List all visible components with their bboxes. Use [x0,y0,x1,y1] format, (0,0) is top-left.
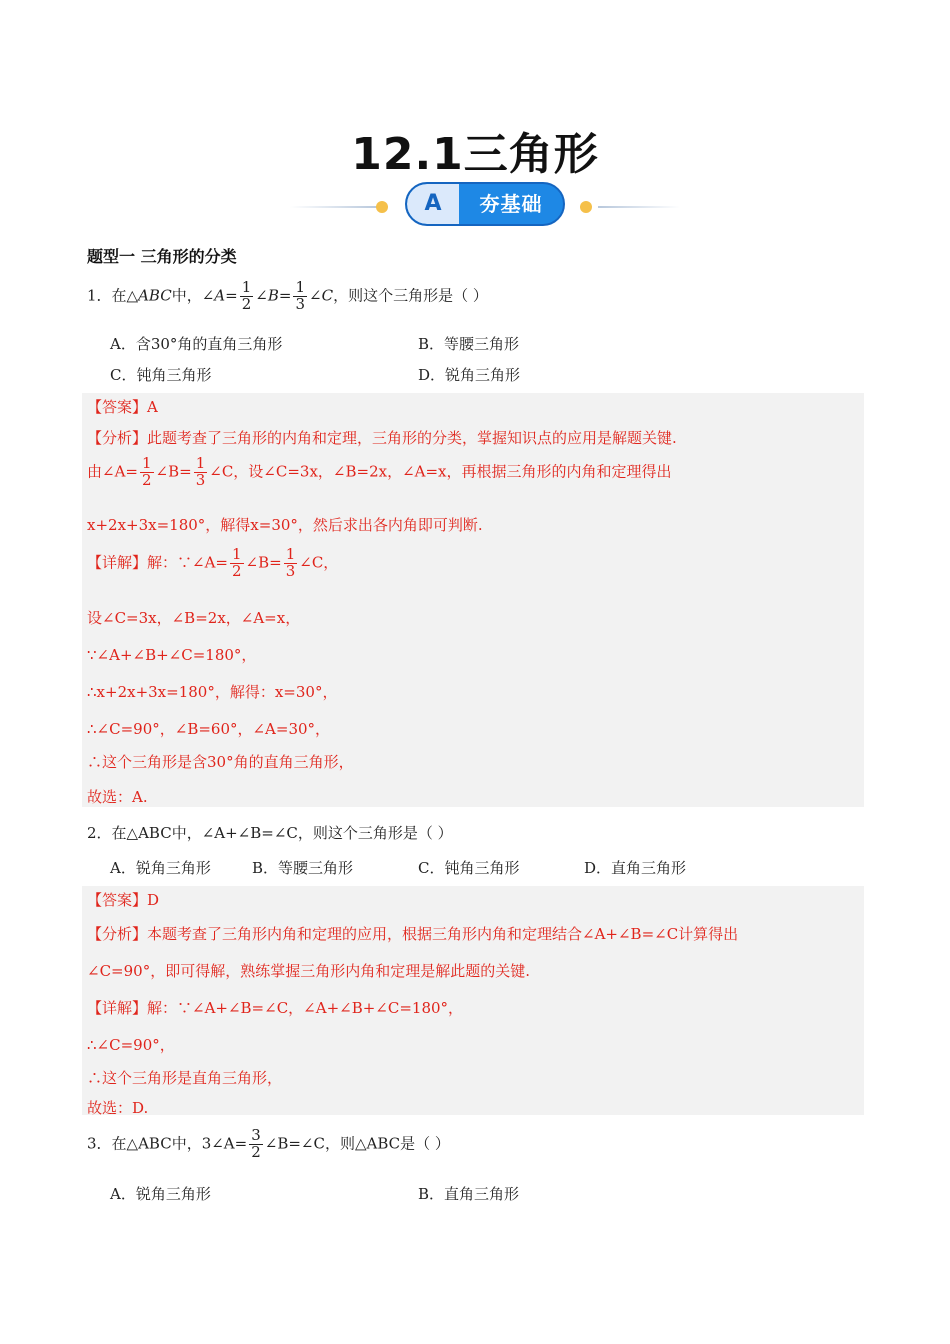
q2-step-1: 【详解】解：∵∠A+∠B=∠C，∠A+∠B+∠C=180°， [87,999,464,1017]
q1-analysis-line2 [87,456,672,489]
q1-eq2: = [278,286,292,305]
banner-level-letter: A [407,184,459,224]
section-heading: 题型一 三角形的分类 [87,247,237,266]
q1-a-part3: ∠C，设∠C=3x，∠B=2x，∠A=x，再根据三角形的内角和定理得出 [209,462,672,481]
q1-detail [87,547,338,580]
q2-step-3: ∴这个三角形是直角三角形， [87,1069,283,1087]
q1-option-b[interactable]: B．等腰三角形 [418,335,520,353]
q1-a-frac2-num: 1 [195,454,206,472]
q1-analysis: 【分析】此题考查了三角形的内角和定理，三角形的分类，掌握知识点的应用是解题关键. [87,429,677,447]
q3-option-b[interactable]: B．直角三角形 [418,1185,520,1203]
q1-d-frac2-den: 3 [285,561,296,580]
q3-fraction [249,1128,263,1161]
banner-dot-right [580,201,592,213]
q1-angle-a-symbol: 中，∠ [171,286,215,305]
level-banner [290,180,680,228]
q1-a-part2: ∠B= [155,462,192,481]
q1-d-frac1-den: 2 [231,561,242,580]
q1-var-c: C [321,286,334,305]
question-2: 2．在△ABC中，∠A+∠B=∠C，则这个三角形是（ ） [87,824,453,842]
q1-prefix: 1．在△ [87,286,139,305]
q1-d-frac-third [284,547,298,580]
q1-frac1-num: 1 [241,278,252,296]
q1-analysis-line3: x+2x+3x=180°，解得x=30°，然后求出各内角即可判断. [87,516,483,534]
q1-frac1-den: 2 [241,294,252,313]
q1-frac2-den: 3 [295,294,305,313]
q2-option-b[interactable]: B．等腰三角形 [252,859,354,877]
q2-step-4: 故选：D. [87,1099,149,1117]
q2-analysis-line2: ∠C=90°，即可得解，熟练掌握三角形内角和定理是解此题的关键. [87,962,530,980]
q1-option-d[interactable]: D．锐角三角形 [418,366,521,384]
q1-step-6: 故选：A. [87,788,148,806]
q1-angle-c-symbol: ∠ [309,286,322,305]
banner-line-right [598,206,680,208]
q1-eq1: = [225,286,238,305]
q1-a-frac1-den: 2 [141,470,152,489]
q1-angle-b-symbol: ∠ [255,286,268,305]
q3-suffix: ∠B=∠C，则△ABC是（ ） [264,1134,450,1153]
q1-a-frac2-den: 3 [195,470,206,489]
q1-var-a: A [214,286,226,305]
q2-answer: 【答案】D [87,891,160,909]
q1-d-part1: 【详解】解：∵∠A= [87,553,228,572]
q1-var-b: B [267,286,279,305]
q1-suffix: ，则这个三角形是（ ） [333,286,488,305]
banner-line-left [290,206,378,208]
q2-option-c[interactable]: C．钝角三角形 [418,859,520,877]
question-1 [87,280,488,313]
q1-a-frac-half [140,456,154,489]
q2-analysis: 【分析】本题考查了三角形内角和定理的应用，根据三角形内角和定理结合∠A+∠B=∠C计算得出 [87,925,739,943]
q2-step-2: ∴∠C=90°， [87,1036,175,1054]
q1-step-1: 设∠C=3x，∠B=2x，∠A=x， [87,609,301,627]
q1-step-3: ∴x+2x+3x=180°，解得：x=30°， [87,683,338,701]
q3-frac-num: 3 [251,1126,261,1144]
q1-a-part1: 由∠A= [87,462,138,481]
q1-option-c[interactable]: C．钝角三角形 [110,366,212,384]
q1-triangle: ABC [138,286,172,305]
banner-dot-left [376,201,388,213]
q3-prefix: 3．在△ABC中，3∠A= [87,1134,248,1153]
page-title: 12.1三角形 [351,129,599,180]
q1-a-frac1-num: 1 [141,454,152,472]
q2-option-d[interactable]: D．直角三角形 [584,859,687,877]
q1-frac2-num: 1 [295,278,305,296]
banner-level-label: 夯基础 [479,192,543,216]
q1-step-5: ∴这个三角形是含30°角的直角三角形， [87,753,354,771]
q3-option-a[interactable]: A．锐角三角形 [110,1185,211,1203]
q1-d-frac2-num: 1 [285,545,296,563]
q2-option-a[interactable]: A．锐角三角形 [110,859,211,877]
q1-step-2: ∵∠A+∠B+∠C=180°， [87,646,257,664]
q1-answer: 【答案】A [87,398,158,416]
q1-d-part3: ∠C， [299,553,339,572]
q1-d-frac1-num: 1 [231,545,242,563]
q1-fraction-half [240,280,254,313]
q1-fraction-third [293,280,307,313]
q1-step-4: ∴∠C=90°，∠B=60°，∠A=30°， [87,720,331,738]
q1-a-frac-third [194,456,208,489]
q3-frac-den: 2 [251,1142,261,1161]
question-3 [87,1128,450,1161]
q1-option-a[interactable]: A．含30°角的直角三角形 [110,335,283,353]
q1-d-part2: ∠B= [245,553,282,572]
banner-pill [405,182,565,226]
q1-d-frac-half [230,547,244,580]
